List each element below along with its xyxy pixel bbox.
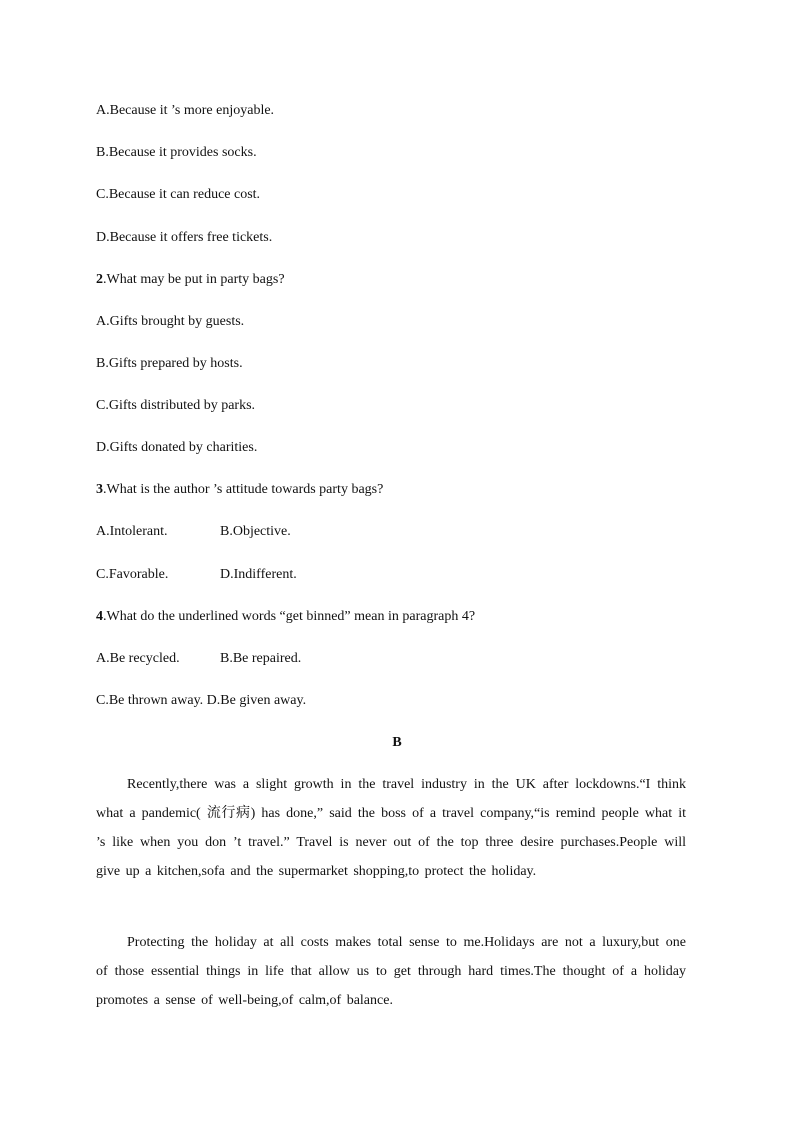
q4-options-c-d: C.Be thrown away. D.Be given away. xyxy=(96,693,307,708)
question-4 xyxy=(96,608,475,626)
q3-option-d: D.Indifferent. xyxy=(220,567,297,582)
section-b-paragraph-2: Protecting the holiday at all costs makes total sense to me.Holidays are not a luxury,but one of those essential things in life that allow us to get through hard times.The thought of a holiday promotes a sense of well-being,of calm,of balance. xyxy=(96,935,686,1008)
question-3 xyxy=(96,481,383,499)
question-2 xyxy=(96,271,285,289)
q2-option-a: A.Gifts brought by guests. xyxy=(96,314,245,329)
q4-option-b: B.Be repaired. xyxy=(220,651,302,666)
section-b-paragraph-1: Recently,there was a slight growth in the travel industry in the UK after lockdowns.“I think what a pandemic( 流行病) has done,” said the boss of a travel company,“is remind people what it ’s like when you don ’t travel.” Travel is never out of the top three desire purchases.People will give up a kitchen,sofa and the supermarket shopping,to protect the holiday. xyxy=(96,777,686,879)
q2-option-d: D.Gifts donated by charities. xyxy=(96,440,258,455)
q1-option-d: D.Because it offers free tickets. xyxy=(96,230,273,245)
question-2-text: .What may be put in party bags? xyxy=(103,272,285,287)
q2-option-b: B.Gifts prepared by hosts. xyxy=(96,356,243,371)
q1-option-a: A.Because it ’s more enjoyable. xyxy=(96,103,275,118)
q4-option-a: A.Be recycled. xyxy=(96,651,180,666)
q3-option-a: A.Intolerant. xyxy=(96,524,168,539)
question-3-text: .What is the author ’s attitude towards party bags? xyxy=(103,482,384,497)
q3-option-b: B.Objective. xyxy=(220,524,291,539)
question-4-text: .What do the underlined words “get binned” mean in paragraph 4? xyxy=(103,609,476,624)
q2-option-c: C.Gifts distributed by parks. xyxy=(96,398,256,413)
question-4-number: 4 xyxy=(96,609,103,624)
q1-option-c: C.Because it can reduce cost. xyxy=(96,187,261,202)
question-3-number: 3 xyxy=(96,482,103,497)
question-2-number: 2 xyxy=(96,272,103,287)
q1-option-b: B.Because it provides socks. xyxy=(96,145,257,160)
section-b-title: B xyxy=(392,735,402,750)
q3-option-c: C.Favorable. xyxy=(96,567,169,582)
